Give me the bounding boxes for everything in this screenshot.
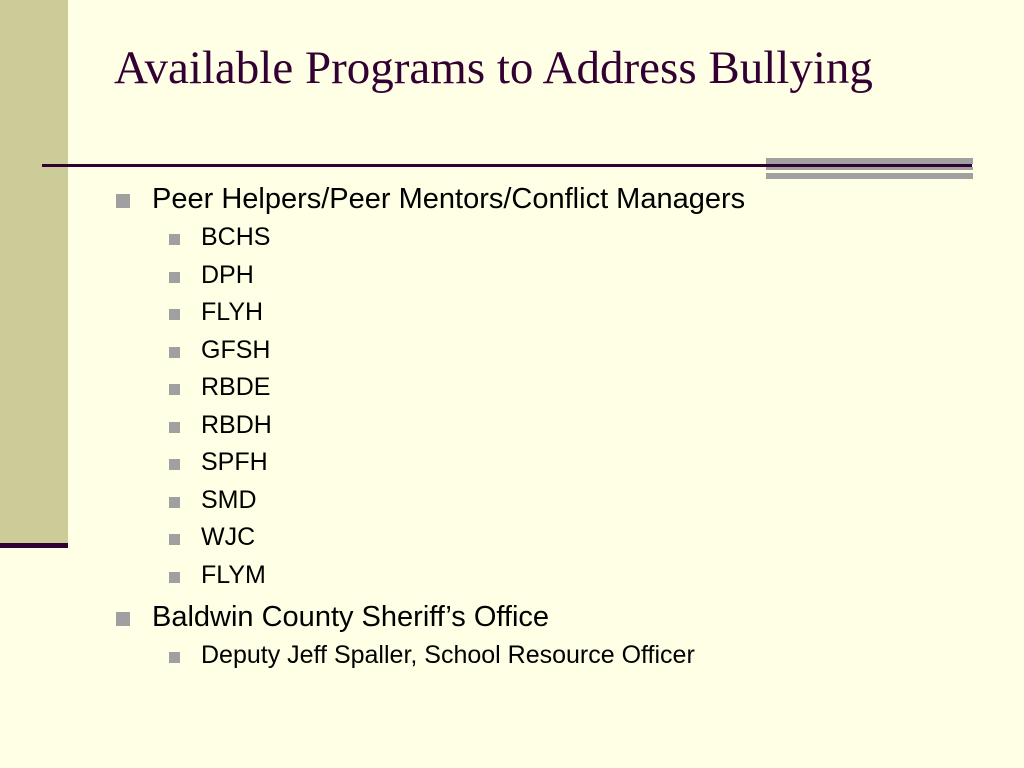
sub-bullet-text: BCHS [201,223,271,251]
square-bullet-icon [169,534,180,545]
square-bullet-icon [169,309,180,320]
sub-bullet-item [169,219,996,257]
sub-bullet-item [169,294,996,332]
sub-bullet-item [169,369,996,407]
sub-bullet-list [169,637,996,675]
sub-bullet-text: FLYH [201,298,264,326]
sidebar-accent-line [0,543,68,548]
sub-bullet-item [169,257,996,295]
sub-bullet-item [169,557,996,595]
sub-bullet-list [169,219,996,594]
square-bullet-icon [169,497,180,508]
bullet-list [116,180,996,675]
sub-bullet-text: FLYM [201,560,266,589]
square-bullet-icon [169,459,180,470]
sub-bullet-text: DPH [201,260,254,289]
sub-bullet-item [169,637,996,675]
underline-accent-stripes [766,158,973,179]
bullet-text: Peer Helpers/Peer Mentors/Conflict Managers [152,183,746,215]
square-bullet-icon [169,652,180,663]
bullet-item [116,598,996,675]
sub-bullet-text: RBDH [201,410,272,439]
sub-bullet-text: SPFH [201,448,268,476]
sub-bullet-text: SMD [201,485,257,514]
sub-bullet-text: Deputy Jeff Spaller, School Resource Officer [201,641,695,669]
square-bullet-icon [169,347,180,358]
slide-title: Available Programs to Address Bullying [114,42,873,94]
square-bullet-icon [169,272,180,283]
square-bullet-icon [169,572,180,583]
sidebar-decoration [0,0,68,545]
sub-bullet-text: RBDE [201,373,271,401]
bullet-item [116,180,996,594]
sub-bullet-item [169,407,996,445]
sub-bullet-item [169,519,996,557]
square-bullet-icon [169,422,180,433]
square-bullet-icon [169,234,180,245]
sub-bullet-text: WJC [201,523,256,551]
square-bullet-icon [169,384,180,395]
bullet-text: Baldwin County Sheriff’s Office [152,601,550,633]
sub-bullet-item [169,332,996,370]
sub-bullet-item [169,482,996,520]
square-bullet-icon [116,612,130,626]
slide-body [116,180,996,679]
sub-bullet-text: GFSH [201,335,271,364]
sub-bullet-item [169,444,996,482]
square-bullet-icon [116,194,130,208]
